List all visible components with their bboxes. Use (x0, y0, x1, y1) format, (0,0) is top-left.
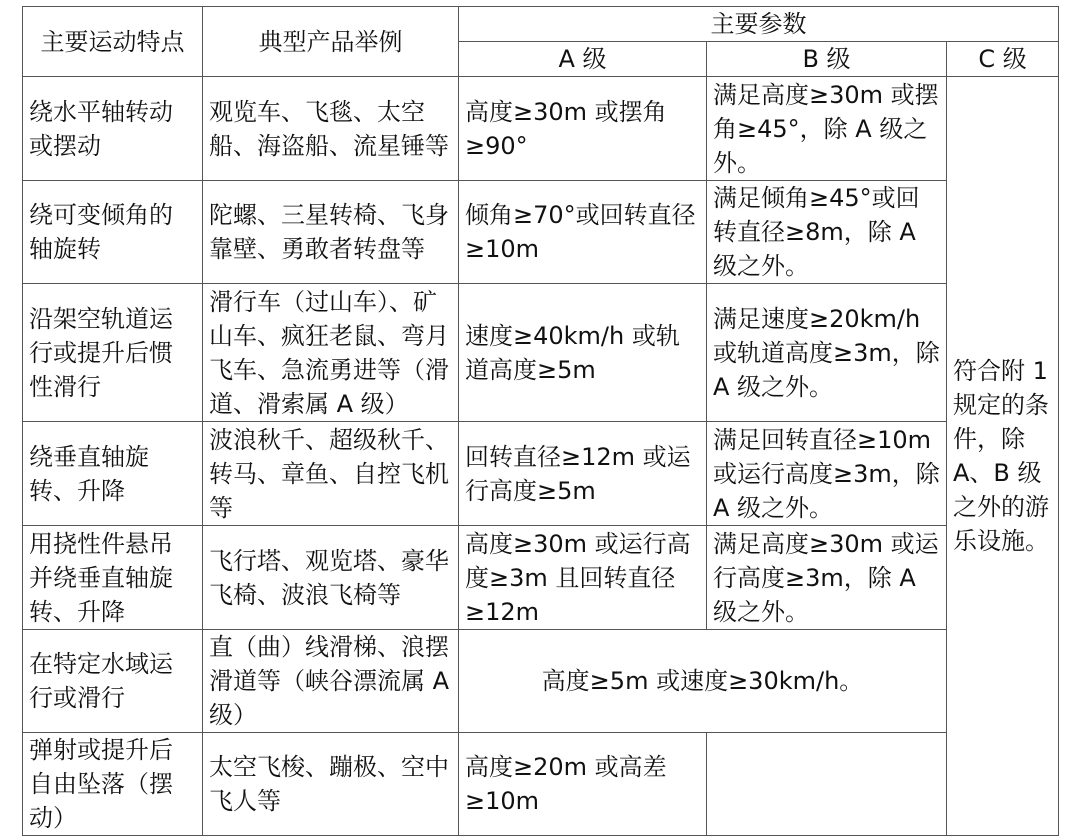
row-level-a: 高度≥30m 或摆角≥90° (459, 77, 707, 181)
table-row (23, 733, 1059, 836)
header-examples: 典型产品举例 (203, 7, 459, 77)
row-feature: 绕水平轴转动或摆动 (23, 77, 203, 181)
row-feature: 弹射或提升后自由坠落（摆动） (23, 733, 203, 836)
row-level-a: 高度≥20m 或高差≥10m (459, 733, 707, 836)
row-level-a: 倾角≥70°或回转直径≥10m (459, 181, 707, 284)
row-level-b (707, 733, 947, 836)
row-feature: 沿架空轨道运行或提升后惯性滑行 (23, 284, 203, 422)
table-row (23, 422, 1059, 526)
table-row (23, 77, 1059, 181)
header-feature: 主要运动特点 (23, 7, 203, 77)
row-examples: 飞行塔、观览塔、豪华飞椅、波浪飞椅等 (203, 526, 459, 630)
row-feature: 在特定水域运行或滑行 (23, 630, 203, 733)
row-level-a: 高度≥30m 或运行高度≥3m 且回转直径≥12m (459, 526, 707, 630)
row-examples: 陀螺、三星转椅、飞身靠壁、勇敢者转盘等 (203, 181, 459, 284)
row-examples: 直（曲）线滑梯、浪摆滑道等（峡谷漂流属 A 级） (203, 630, 459, 733)
row-examples: 滑行车（过山车）、矿山车、疯狂老鼠、弯月飞车、急流勇进等（滑道、滑索属 A 级） (203, 284, 459, 422)
row-level-b: 满足速度≥20km/h 或轨道高度≥3m，除 A 级之外。 (707, 284, 947, 422)
row-examples: 观览车、飞毯、太空船、海盗船、流星锤等 (203, 77, 459, 181)
row-level-a: 速度≥40km/h 或轨道高度≥5m (459, 284, 707, 422)
header-level-b: B 级 (707, 42, 947, 77)
row-level-b: 满足回转直径≥10m 或运行高度≥3m，除 A 级之外。 (707, 422, 947, 526)
header-level-a: A 级 (459, 42, 707, 77)
row-feature: 绕垂直轴旋转、升降 (23, 422, 203, 526)
row-level-ab: 高度≥5m 或速度≥30km/h。 (459, 630, 947, 733)
table-row (23, 526, 1059, 630)
level-c-criteria: 符合附 1 规定的条件，除 A、B 级之外的游乐设施。 (947, 77, 1059, 836)
header-level-c: C 级 (947, 42, 1059, 77)
row-level-b: 满足高度≥30m 或摆角≥45°，除 A 级之外。 (707, 77, 947, 181)
row-examples: 波浪秋千、超级秋千、转马、章鱼、自控飞机等 (203, 422, 459, 526)
row-level-b: 满足高度≥30m 或运行高度≥3m，除 A 级之外。 (707, 526, 947, 630)
row-feature: 用挠性件悬吊并绕垂直轴旋转、升降 (23, 526, 203, 630)
header-main-params: 主要参数 (459, 7, 1059, 42)
table-row (23, 630, 1059, 733)
amusement-ride-classification-table (22, 6, 1059, 836)
row-feature: 绕可变倾角的轴旋转 (23, 181, 203, 284)
table-row (23, 181, 1059, 284)
table-row (23, 284, 1059, 422)
row-examples: 太空飞梭、蹦极、空中飞人等 (203, 733, 459, 836)
row-level-b: 满足倾角≥45°或回转直径≥8m，除 A 级之外。 (707, 181, 947, 284)
row-level-a: 回转直径≥12m 或运行高度≥5m (459, 422, 707, 526)
